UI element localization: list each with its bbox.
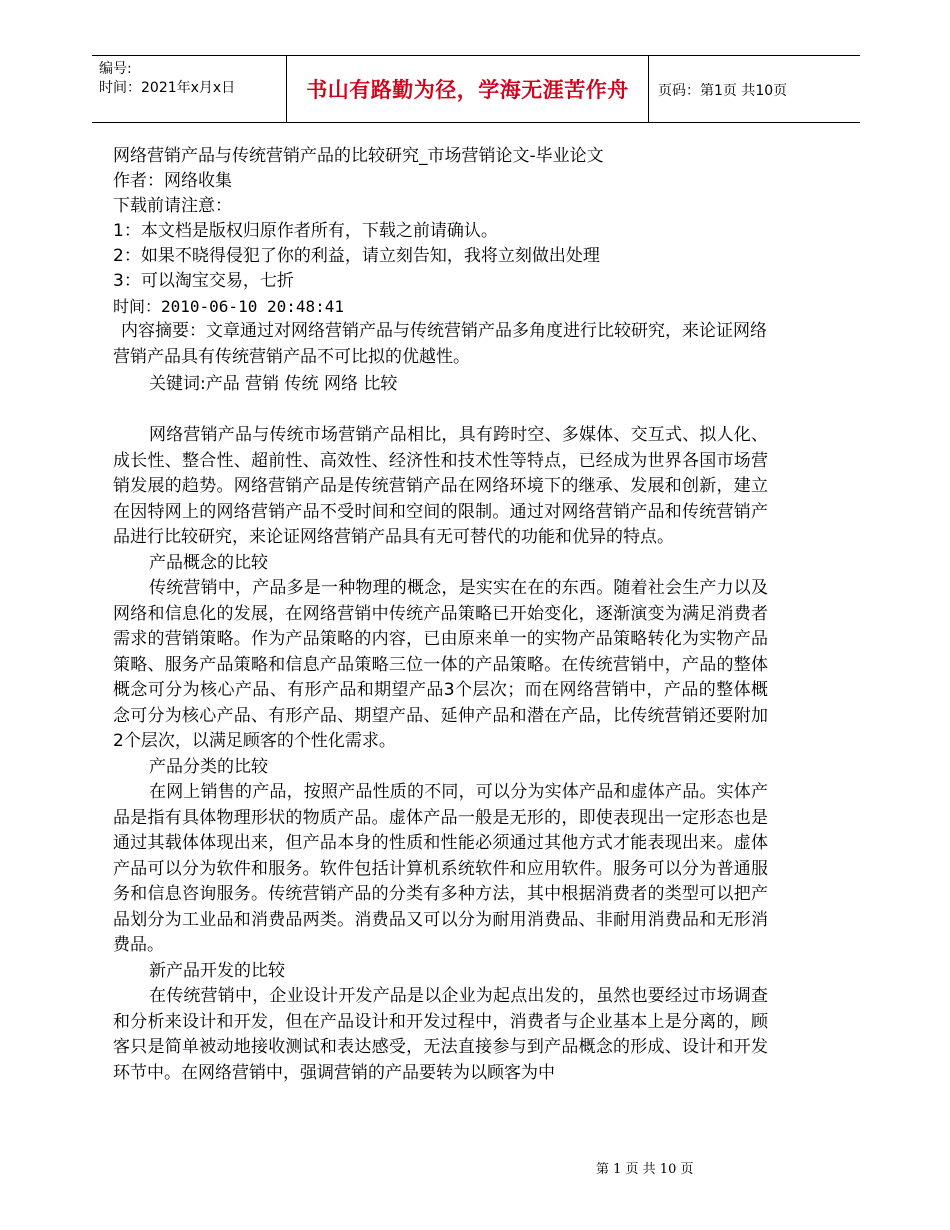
blank-line <box>113 397 768 423</box>
abstract: 内容摘要：文章通过对网络营销产品与传统营销产品多角度进行比较研究，来论证网络营销产品具有传统营销产品不可比拟的优越性。 <box>113 321 767 367</box>
serial-label: 编号: <box>99 61 132 77</box>
section-heading: 产品分类的比较 <box>149 756 268 777</box>
section-heading: 新产品开发的比较 <box>149 960 285 981</box>
page-header <box>92 55 860 123</box>
notice-item: 2：如果不晓得侵犯了你的利益，请立刻告知，我将立刻做出处理 <box>113 246 600 266</box>
notice-item: 1：本文档是版权归原作者所有，下载之前请确认。 <box>113 221 498 241</box>
time-label: 时间：2021年x月x日 <box>99 80 236 96</box>
header-page-number: 页码：第1页 共10页 <box>658 83 788 99</box>
document-title: 网络营销产品与传统营销产品的比较研究_市场营销论文-毕业论文 <box>113 146 604 166</box>
document-time: 时间：2010-06-10 20:48:41 <box>113 297 345 316</box>
section-paragraph: 传统营销中，产品多是一种物理的概念，是实实在在的东西。随着社会生产力以及网络和信息化的发展，在网络营销中传统产品策略已开始变化，逐渐演变为满足消费者需求的营销策略。作为产品策略的内容，已由原来单一的实物产品策略转化为实物产品策略、服务产品策略和信息产品策略三位一体的产品策略。在传统营销中，产品的整体概念可分为核心产品、有形产品和期望产品3个层次；而在网络营销中，产品的整体概念可分为核心产品、有形产品、期望产品、延伸产品和潜在产品，比传统营销还要附加2个层次，以满足顾客的个性化需求。 <box>113 578 768 751</box>
header-meta <box>99 60 235 98</box>
page-footer: 第 1 页 共 10 页 <box>596 1162 694 1177</box>
document-author: 作者：网络收集 <box>113 171 232 191</box>
notice-item: 3：可以淘宝交易，七折 <box>113 271 294 291</box>
section-heading: 产品概念的比较 <box>149 552 268 573</box>
header-motto: 书山有路勤为径，学海无涯苦作舟 <box>306 78 629 102</box>
section-paragraph: 在网上销售的产品，按照产品性质的不同，可以分为实体产品和虚体产品。实体产品是指有具体物理形状的物质产品。虚体产品一般是无形的，即使表现出一定形态也是通过其载体体现出来，但产品本身的性质和性能必须通过其他方式才能表现出来。虚体产品可以分为软件和服务。软件包括计算机系统软件和应用软件。服务可以分为普通服务和信息咨询服务。传统营销产品的分类有多种方法，其中根据消费者的类型可以把产品划分为工业品和消费品两类。消费品又可以分为耐用消费品、非耐用消费品和无形消费品。 <box>113 782 768 955</box>
document-body <box>113 144 768 1086</box>
keywords: 关键词:产品 营销 传统 网络 比较 <box>149 374 398 394</box>
notice-title: 下载前请注意： <box>113 196 232 216</box>
header-divider <box>648 56 649 122</box>
intro-paragraph: 网络营销产品与传统市场营销产品相比，具有跨时空、多媒体、交互式、拟人化、成长性、整合性、超前性、高效性、经济性和技术性等特点，已经成为世界各国市场营销发展的趋势。网络营销产品是传统营销产品在网络环境下的继承、发展和创新，建立在因特网上的网络营销产品不受时间和空间的限制。通过对网络营销产品和传统营销产品进行比较研究，来论证网络营销产品具有无可替代的功能和优异的特点。 <box>113 425 768 547</box>
section-paragraph: 在传统营销中，企业设计开发产品是以企业为起点出发的，虽然也要经过市场调查和分析来设计和开发，但在产品设计和开发过程中，消费者与企业基本上是分离的，顾客只是简单被动地接收测试和表达感受，无法直接参与到产品概念的形成、设计和开发环节中。在网络营销中，强调营销的产品要转为以顾客为中 <box>113 986 768 1083</box>
